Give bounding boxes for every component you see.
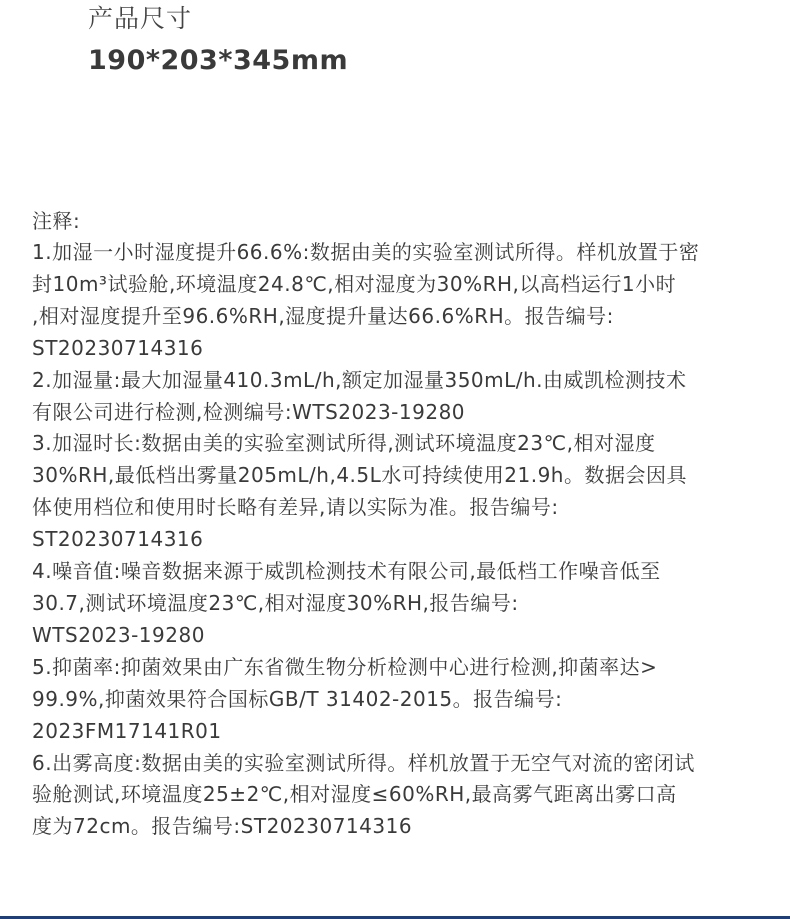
- note-line: 2023FM17141R01: [32, 718, 222, 743]
- note-line: 验舱测试,环境温度25±2℃,相对湿度≤60%RH,最高雾气距离出雾口高: [32, 782, 677, 807]
- note-line: 度为72cm。报告编号:ST20230714316: [32, 814, 413, 839]
- note-line: 30.7,测试环境温度23℃,相对湿度30%RH,报告编号:: [32, 590, 519, 615]
- note-line: WTS2023-19280: [32, 622, 205, 647]
- notes-heading: 注释:: [32, 209, 81, 233]
- product-dimensions: 190*203*345mm: [88, 45, 349, 76]
- note-line: 2.加湿量:最大加湿量410.3mL/h,额定加湿量350mL/h.由威凯检测技术: [32, 367, 687, 392]
- note-line: 5.抑菌率:抑菌效果由广东省微生物分析检测中心进行检测,抑菌率达>: [32, 654, 658, 679]
- note-line: 4.噪音值:噪音数据来源于威凯检测技术有限公司,最低档工作噪音低至: [32, 559, 661, 584]
- note-line: 封10m³试验舱,环境温度24.8℃,相对湿度为30%RH,以高档运行1小时: [32, 271, 677, 296]
- note-line: 体使用档位和使用时长略有差异,请以实际为准。报告编号:: [32, 495, 559, 520]
- note-line: 99.9%,抑菌效果符合国标GB/T 31402-2015。报告编号:: [32, 686, 563, 711]
- notes-section: [32, 205, 784, 843]
- note-line: ,相对湿度提升至96.6%RH,湿度提升量达66.6%RH。报告编号:: [32, 303, 614, 328]
- note-line: 1.加湿一小时湿度提升66.6%:数据由美的实验室测试所得。样机放置于密: [32, 240, 700, 264]
- note-line: 有限公司进行检测,检测编号:WTS2023-19280: [32, 399, 466, 424]
- product-size-label: 产品尺寸: [88, 4, 193, 33]
- note-line: 6.出雾高度:数据由美的实验室测试所得。样机放置于无空气对流的密闭试: [32, 750, 695, 775]
- note-line: ST20230714316: [32, 527, 204, 552]
- note-line: ST20230714316: [32, 335, 204, 360]
- note-line: 30%RH,最低档出雾量205mL/h,4.5L水可持续使用21.9h。数据会因具: [32, 463, 687, 488]
- note-line: 3.加湿时长:数据由美的实验室测试所得,测试环境温度23℃,相对湿度: [32, 431, 656, 456]
